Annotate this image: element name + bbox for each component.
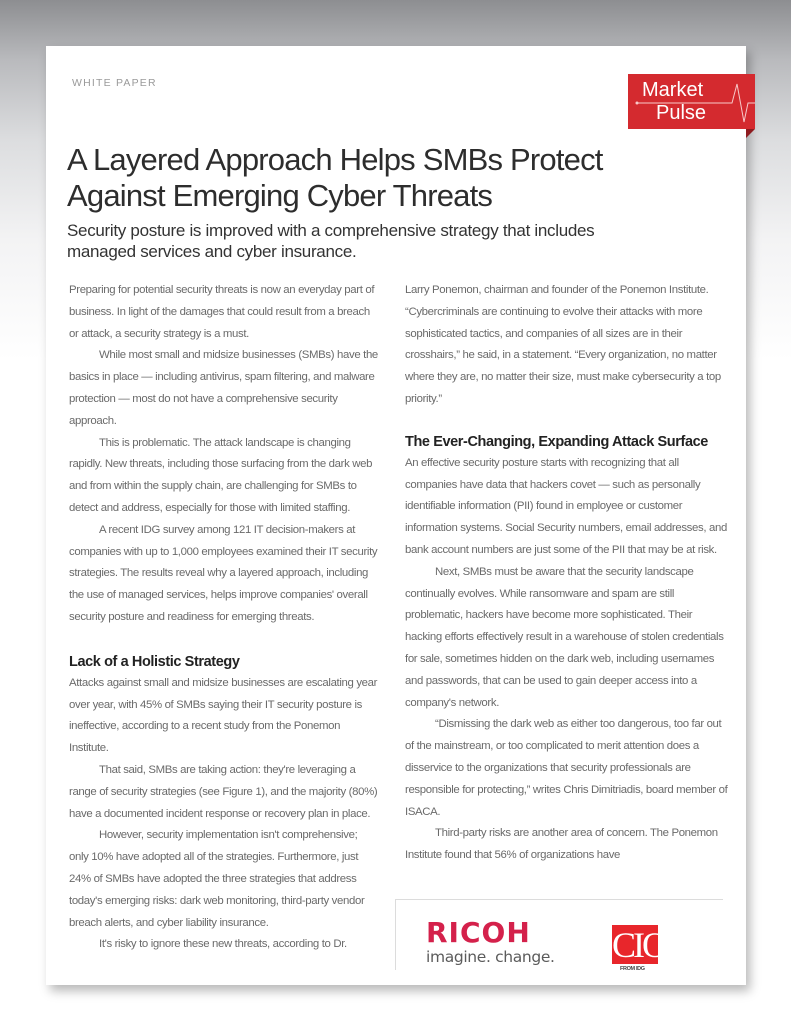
sponsor-logos xyxy=(395,899,723,970)
paragraph: “Dismissing the dark web as either too dangerous, too far out of the mainstream, or too complicated to merit attention does a disservice to the organizations that security professionals are responsible for protecting,” writes Chris Dimitriadis, board member of ISACA. xyxy=(405,718,728,818)
page-title: A Layered Approach Helps SMBs Protect Against Emerging Cyber Threats xyxy=(67,142,603,213)
left-column xyxy=(69,280,379,956)
badge-line-pulse: Pulse xyxy=(656,102,707,124)
cio-logo: CIO xyxy=(612,925,665,965)
paragraph: Attacks against small and midsize businesses are escalating year over year, with 45% of SMBs saying their IT security posture is ineffective, according to a recent study from the Ponemon Institute. xyxy=(69,676,378,755)
cio-from-idg: FROM IDG xyxy=(620,966,645,972)
badge-line-market: Market xyxy=(642,79,704,101)
paragraph: While most small and midsize businesses (SMBs) have the basics in place — including antivirus, spam filtering, and malware protection — most do not have a comprehensive security approach. xyxy=(69,349,378,427)
document-page xyxy=(46,46,746,985)
right-column-text xyxy=(405,280,729,867)
badge-fold-tip xyxy=(746,129,755,138)
article-body xyxy=(69,280,729,970)
ricoh-logo: RICOH xyxy=(426,916,531,949)
paragraph: Larry Ponemon, chairman and founder of the Ponemon Institute. “Cybercriminals are continuing to evolve their attacks with more sophisticated tactics, and companies of all sizes are in their crosshairs,” he said, in a statement. “Every organization, no matter where they are, no matter their size, must make cybersecurity a top priority.” xyxy=(405,284,721,405)
paragraph: This is problematic. The attack landscape is changing rapidly. New threats, including those surfacing from the dark web and from within the supply chain, are challenging for SMBs to detect and address, especially for those with limited staffing. xyxy=(69,436,373,514)
right-column xyxy=(405,280,729,970)
paragraph: Next, SMBs must be aware that the security landscape continually evolves. While ransomware and spam are still problematic, hackers have become more sophisticated. Their hacking efforts effectively result in a warehouse of stolen credentials for sale, sometimes hidden on the dark web, including usernames and passwords, that can be used to gain deeper access into a company's network. xyxy=(405,565,724,709)
paragraph: A recent IDG survey among 121 IT decision-makers at companies with up to 1,000 employees examined their IT security strategies. The results reveal why a layered approach, including the use of managed services, helps improve companies' overall security posture and readiness for emerging threats. xyxy=(69,523,378,623)
section-heading: Lack of a Holistic Strategy xyxy=(69,653,240,670)
market-pulse-badge xyxy=(628,74,746,129)
page-subtitle: Security posture is improved with a comprehensive strategy that includes managed services and cyber insurance. xyxy=(67,221,595,261)
ricoh-tagline: imagine. change. xyxy=(426,948,555,966)
paragraph: That said, SMBs are taking action: they're leveraging a range of security strategies (see Figure 1), and the majority (80%) have a documented incident response or recovery plan in place. xyxy=(69,763,378,820)
paragraph: However, security implementation isn't comprehensive; only 10% have adopted all of the strategies. Furthermore, just 24% of SMBs have adopted the three strategies that address today's emerging risks: dark web monitoring, third-party vendor breach alerts, and cyber liability insurance. xyxy=(69,829,365,929)
paragraph: Preparing for potential security threats is now an everyday part of business. In light of the damages that could result from a breach or attack, a security strategy is a must. xyxy=(69,284,375,340)
paragraph: Third-party risks are another area of concern. The Ponemon Institute found that 56% of organizations have xyxy=(405,827,718,862)
section-heading: The Ever-Changing, Expanding Attack Surface xyxy=(405,433,708,450)
document-type-label: WHITE PAPER xyxy=(72,77,157,89)
paragraph: An effective security posture starts with recognizing that all companies have data that hackers covet — such as personally identifiable information (PII) found in employee or customer information systems. Social Security numbers, email addresses, and bank account numbers are just some of the PII that may be at risk. xyxy=(405,456,727,556)
heading-block xyxy=(67,142,627,262)
paragraph: It's risky to ignore these new threats, according to Dr. xyxy=(99,938,347,951)
